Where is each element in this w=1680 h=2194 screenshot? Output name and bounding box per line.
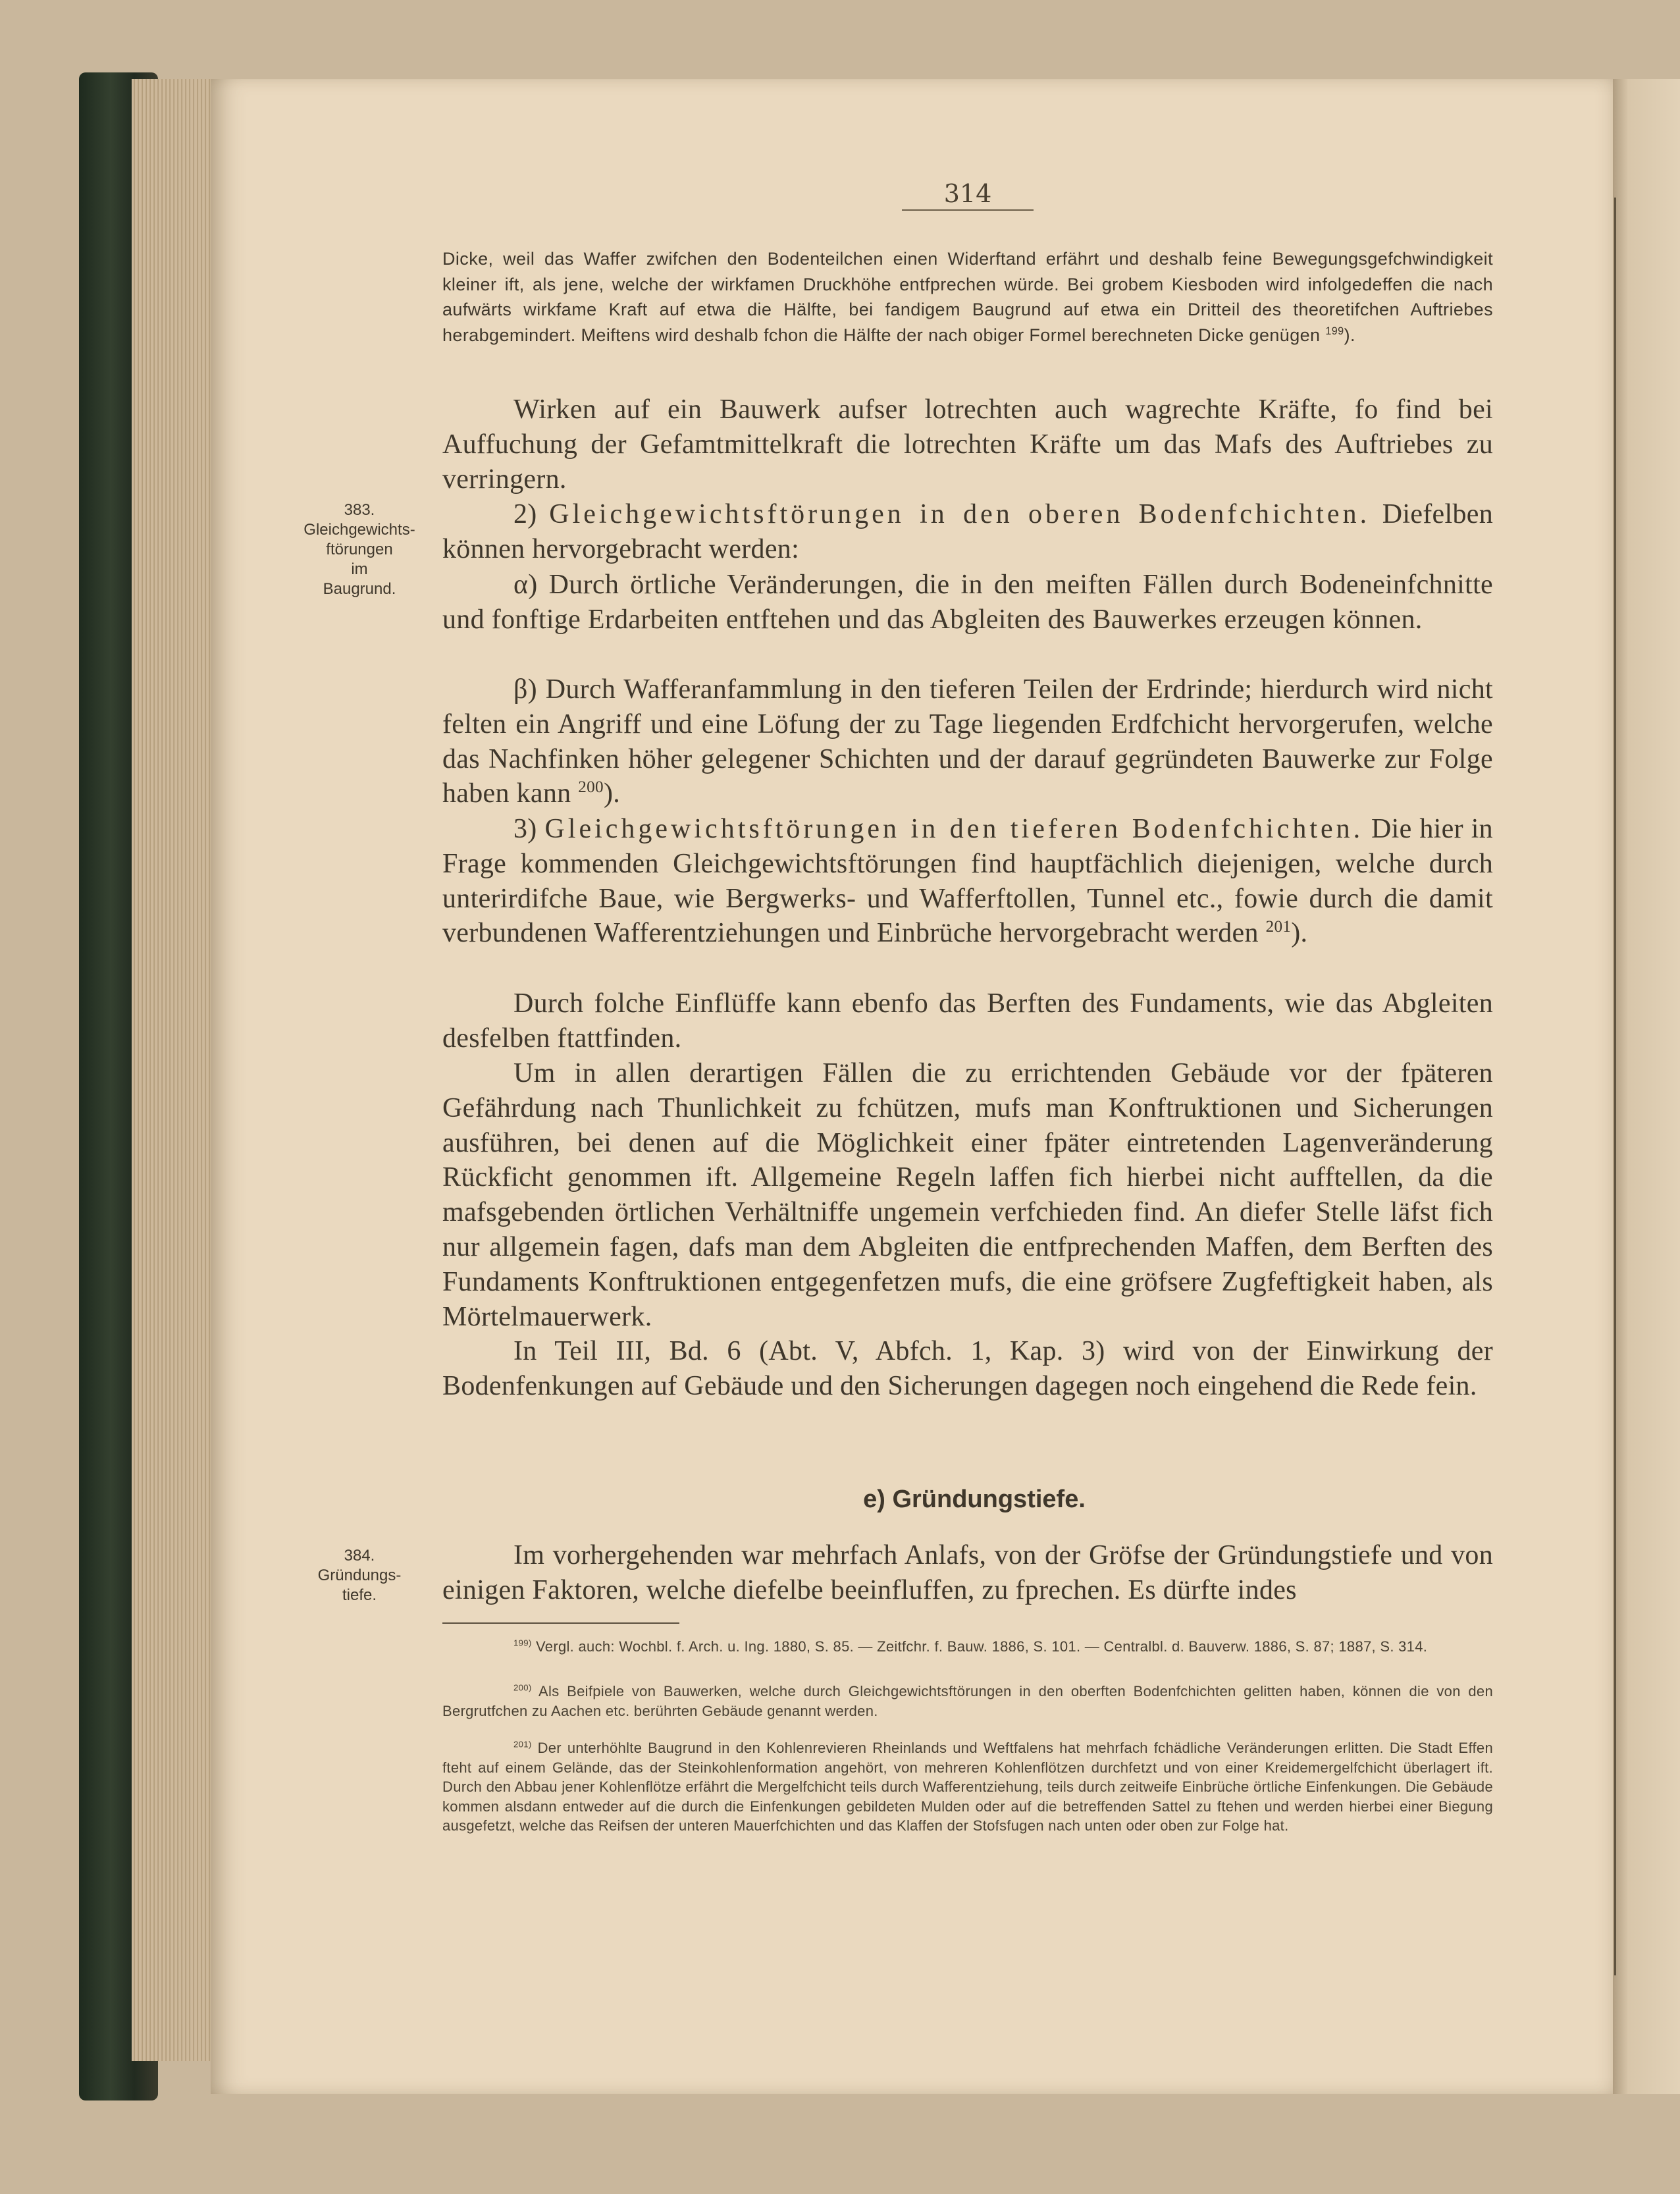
margin-note-line: Baugrund.	[323, 580, 396, 598]
footnote-ref-201: 201	[1265, 918, 1292, 936]
beta-tail: ).	[603, 778, 621, 809]
beta-text: Durch Wafferanfammlung in den tieferen Teilen der Erdrinde; hierdurch wird nicht felten ein Angriff und eine Löfung der zu Tage liegenden Erdfchicht hervorgerufen, welche das Nachfinken höher gelegener Schichten und der darauf gegründeten Bauwerke zur Folge haben kann	[442, 674, 1493, 809]
footnote-201	[442, 1738, 1493, 1836]
margin-note-line: tiefe.	[342, 1586, 377, 1604]
paragraph-im: Im vorhergehenden war mehrfach Anlafs, von der Gröfse der Gründungstiefe und von einigen Faktoren, welche diefelbe beeinfluffen, zu fprechen. Es dürfte indes	[442, 1540, 1493, 1605]
section-2-number: 2)	[513, 499, 537, 529]
margin-note-line: Gleichgewichts-	[303, 521, 415, 539]
intro-text: Dicke, weil das Waffer zwifchen den Bodenteilchen einen Widerftand erfährt und deshalb feine Bewegungsgefchwindigkeit kleiner ift, als jene, welche der wirkfamen Druckhöhe entfprechen würde. Bei grobem Kiesboden wird infolgedeffen die nach aufwärts wirkfame Kraft auf etwa die Hälfte, bei fandigem Baugrund auf etwa ein Dritteil des theoretifchen Auftriebes herabgemindert. Meiftens wird deshalb fchon die Hälfte der nach obiger Formel berechneten Dicke genügen	[442, 249, 1493, 345]
section-2-paragraph	[442, 497, 1493, 567]
margin-note-383	[298, 500, 421, 599]
intro-tail: ).	[1344, 325, 1355, 345]
alpha-paragraph	[442, 568, 1493, 637]
paragraph-um: Um in allen derartigen Fällen die zu errichtenden Gebäude vor der fpäteren Gefährdung nach Thunlichkeit zu fchützen, mufs man Konftruktionen und Sicherungen ausführen, bei denen auf die Möglichkeit einer fpäter eintretenden Lagenveränderung Rückficht genommen ift. Allgemeine Regeln laffen fich hierbei nicht aufftellen, da die mafsgebenden örtlichen Verhältniffe ungemein verfchieden find. An diefer Stelle läfst fich nur allgemein fagen, dafs man dem Abgleiten die entfprechenden Maffen, dem Berften des Fundaments Konftruktionen entgegenfetzen mufs, die eine gröfsere Zugfeftigkeit haben, als Mörtelmauerwerk.	[442, 1058, 1493, 1332]
margin-note-number: 383.	[344, 501, 375, 519]
footnote-text: Der unterhöhlte Baugrund in den Kohlenrevieren Rheinlands und Weftfalens hat mehrfach fchädliche Veränderungen erlitten. Die Stadt Effen fteht auf einem Gelände, das der Steinkohlenformation angehört, von mehreren Kohlenflötzen durchfetzt und von einer Kreidemergelfchicht überlagert ift. Durch den Abbau jener Kohlenflötze erfährt die Mergelfchicht teils durch Wafferentziehung, teils durch zeitweife Einbrüche örtliche Einfenkungen. Die Gebäude kommen alsdann entweder auf die durch die Einfenkungen gebildeten Mulden oder auf die betreffenden Sattel zu ftehen und werden hierbei einer Biegung ausgefetzt, welche das Reifsen der unteren Mauerfchichten und das Klaffen der Stofsfugen nach unten oder oben zur Folge hat.	[442, 1740, 1493, 1834]
footnote-mark: 199)	[513, 1638, 532, 1648]
footnote-ref-199: 199	[1325, 325, 1344, 337]
beta-paragraph	[442, 672, 1493, 811]
paragraph-wirken: Wirken auf ein Bauwerk aufser lotrechten auch wagrechte Kräfte, fo find bei Auffuchung der Gefamtmittelkraft die lotrechten Kräfte um das Mafs des Auftriebes zu verringern.	[442, 394, 1493, 495]
section-3-paragraph	[442, 812, 1493, 951]
section-2-title: Gleichgewichtsftörungen in den oberen Bodenfchichten.	[549, 499, 1371, 529]
page-number-rule	[902, 209, 1034, 211]
footnote-mark: 200)	[513, 1682, 532, 1693]
footnote-text: Vergl. auch: Wochbl. f. Arch. u. Ing. 1880, S. 85. — Zeitfchr. f. Bauw. 1886, S. 101. — Centralbl. d. Bauverw. 1886, S. 87; 1887, S. 314.	[536, 1638, 1428, 1655]
section-3-title: Gleichgewichtsftörungen in den tieferen Bodenfchichten.	[544, 814, 1364, 844]
alpha-text: Durch örtliche Veränderungen, die in den meiften Fällen durch Bodeneinfchnitte und fonftige Erdarbeiten entftehen und das Abgleiten des Bauwerkes erzeugen können.	[442, 570, 1493, 635]
margin-note-line: im	[351, 560, 368, 578]
section-3-text: Die hier in Frage kommenden Gleichgewichtsftörungen find hauptfächlich diejenigen, welche durch unterirdifche Baue, wie Bergwerks- und Wafferftollen, Tunnel etc., fowie durch die damit verbundenen Wafferentziehungen und Einbrüche hervorgebracht werden	[442, 814, 1493, 949]
footnote-199	[442, 1637, 1493, 1657]
page-number: 314	[943, 179, 992, 208]
facing-page-gutter	[1614, 198, 1628, 1975]
beta-label: β)	[513, 674, 537, 705]
section-3-number: 3)	[513, 814, 537, 844]
alpha-label: α)	[513, 570, 538, 600]
paragraph-teil: In Teil III, Bd. 6 (Abt. V, Abfch. 1, Kap. 3) wird von der Einwirkung der Bodenfenkungen auf Gebäude und den Sicherungen dagegen noch eingehend die Rede fein.	[442, 1336, 1493, 1401]
intro-paragraph	[442, 246, 1493, 348]
section-3-tail: ).	[1291, 918, 1308, 949]
footnote-mark: 201)	[513, 1739, 532, 1750]
section-heading-gruendungstiefe: e) Gründungstiefe.	[863, 1485, 1086, 1513]
footnote-200	[442, 1682, 1493, 1721]
margin-note-line: Gründungs-	[317, 1566, 402, 1584]
footnote-rule	[442, 1622, 679, 1624]
margin-note-number: 384.	[344, 1547, 375, 1565]
paragraph-einfluesse: Durch folche Einflüffe kann ebenfo das Berften des Fundaments, wie das Abgleiten desfelben ftattfinden.	[442, 988, 1493, 1054]
footnote-text: Als Beifpiele von Bauwerken, welche durch Gleichgewichtsftörungen in den oberften Bodenfchichten gelitten haben, können die von den Bergrutfchen zu Aachen etc. berührten Gebäude genannt werden.	[442, 1683, 1494, 1719]
margin-note-384	[298, 1546, 421, 1605]
section-2-text: Diefelben können hervorgebracht werden:	[442, 499, 1493, 564]
margin-note-line: ftörungen	[326, 541, 393, 558]
footnote-ref-200: 200	[578, 778, 604, 797]
